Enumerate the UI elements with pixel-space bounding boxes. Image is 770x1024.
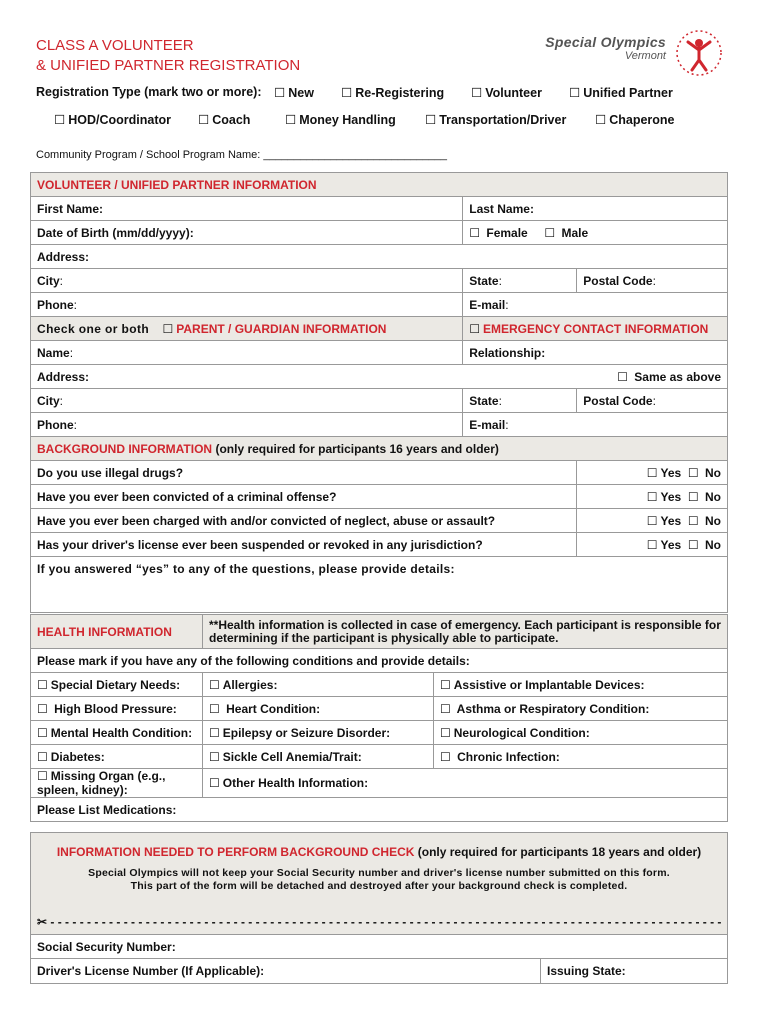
license-row bbox=[31, 959, 727, 983]
yes-label: Yes bbox=[660, 537, 682, 552]
contact-email-field[interactable]: E-mail: bbox=[463, 413, 728, 437]
license-divider bbox=[540, 959, 541, 983]
checkbox-unified-partner[interactable] bbox=[569, 85, 673, 100]
no-label: No bbox=[705, 489, 721, 504]
checkbox-icon[interactable]: ☐ bbox=[209, 701, 220, 716]
checkbox-icon[interactable]: ☐ bbox=[440, 677, 451, 692]
checkbox-icon: ☐ bbox=[54, 113, 66, 127]
checkbox-volunteer[interactable] bbox=[471, 85, 542, 100]
option-label: Unified Partner bbox=[583, 86, 673, 100]
check-one-label: Check one or both bbox=[37, 321, 150, 336]
condition-label: Mental Health Condition: bbox=[50, 725, 193, 740]
registration-type-label: Registration Type (mark two or more): bbox=[36, 85, 262, 99]
checkbox-transportation-driver[interactable] bbox=[425, 112, 566, 127]
option-label: Volunteer bbox=[485, 86, 542, 100]
checkbox-icon[interactable]: ☐ bbox=[687, 489, 699, 504]
parent-guardian-option[interactable]: PARENT / GUARDIAN INFORMATION bbox=[176, 321, 387, 336]
condition-label: High Blood Pressure: bbox=[54, 701, 177, 716]
dob-field[interactable]: Date of Birth (mm/dd/yyyy): bbox=[31, 221, 463, 245]
condition-label: Diabetes: bbox=[50, 749, 105, 764]
checkbox-icon[interactable]: ☐ bbox=[162, 321, 174, 336]
contact-phone-label: Phone bbox=[37, 417, 74, 432]
gender-field[interactable] bbox=[463, 221, 728, 245]
checkbox-icon[interactable]: ☐ bbox=[469, 321, 481, 336]
contact-name-field[interactable]: Name: bbox=[31, 341, 463, 365]
background-check-header bbox=[31, 833, 727, 935]
checkbox-icon[interactable]: ☐ bbox=[37, 749, 48, 764]
contact-postal-field[interactable]: Postal Code: bbox=[577, 389, 728, 413]
checkbox-icon: ☐ bbox=[341, 86, 353, 100]
checkbox-icon[interactable]: ☐ bbox=[440, 749, 451, 764]
volunteer-info-table bbox=[30, 172, 728, 613]
male-label: Male bbox=[561, 225, 589, 240]
condition-field[interactable] bbox=[434, 745, 728, 769]
phone-label: Phone bbox=[37, 297, 74, 312]
ssn-field[interactable]: Social Security Number: bbox=[31, 935, 727, 959]
condition-field[interactable] bbox=[434, 721, 728, 745]
condition-field[interactable] bbox=[31, 721, 203, 745]
name-label: Name bbox=[37, 345, 70, 360]
checkbox-re-registering[interactable] bbox=[341, 85, 444, 100]
logo-sub: Vermont bbox=[624, 50, 666, 62]
condition-field[interactable] bbox=[31, 769, 203, 798]
condition-label: Neurological Condition: bbox=[453, 725, 590, 740]
option-label: Re-Registering bbox=[355, 86, 445, 100]
checkbox-icon[interactable]: ☐ bbox=[37, 769, 48, 783]
condition-field[interactable] bbox=[203, 769, 728, 798]
medications-field[interactable]: Please List Medications: bbox=[31, 798, 728, 822]
condition-field[interactable] bbox=[203, 673, 434, 697]
no-label: No bbox=[705, 465, 721, 480]
checkbox-money-handling[interactable] bbox=[285, 112, 396, 127]
checkbox-coach[interactable] bbox=[198, 112, 250, 127]
relationship-field[interactable]: Relationship: bbox=[463, 341, 728, 365]
bgcheck-line-2: This part of the form will be detached and destroyed after your background check is completed. bbox=[130, 880, 628, 892]
contact-phone-field[interactable]: Phone: bbox=[31, 413, 463, 437]
condition-label: Special Dietary Needs: bbox=[50, 677, 181, 692]
checkbox-icon: ☐ bbox=[425, 113, 437, 127]
contact-state-field[interactable]: State: bbox=[463, 389, 577, 413]
contact-address-field[interactable] bbox=[31, 365, 728, 389]
bgcheck-line-1: Special Olympics will not keep your Social Security number and driver's license number submitted on this form. bbox=[88, 867, 670, 879]
checkbox-icon[interactable]: ☐ bbox=[646, 513, 658, 528]
city-label: City bbox=[37, 273, 60, 288]
city-field[interactable]: City: bbox=[31, 269, 463, 293]
checkbox-icon[interactable]: ☐ bbox=[209, 677, 220, 692]
section-heading-health: HEALTH INFORMATION bbox=[31, 615, 203, 649]
condition-label: Heart Condition: bbox=[226, 701, 321, 716]
condition-field[interactable] bbox=[203, 697, 434, 721]
checkbox-icon[interactable]: ☐ bbox=[544, 225, 556, 240]
condition-label: Sickle Cell Anemia/Trait: bbox=[222, 749, 362, 764]
phone-field[interactable]: Phone: bbox=[31, 293, 463, 317]
question-row: Do you use illegal drugs? bbox=[31, 461, 577, 485]
yes-no-options[interactable] bbox=[577, 533, 728, 557]
address-field[interactable]: Address: bbox=[31, 245, 728, 269]
state-field[interactable]: State: bbox=[463, 269, 577, 293]
background-heading-note: (only required for participants 16 years and older) bbox=[215, 441, 499, 456]
same-as-above-option[interactable] bbox=[617, 370, 721, 384]
question-row: Has your driver's license ever been suspended or revoked in any jurisdiction? bbox=[31, 533, 577, 557]
option-label: New bbox=[288, 86, 314, 100]
option-label: Coach bbox=[212, 113, 251, 127]
background-check-section bbox=[30, 832, 728, 984]
last-name-field[interactable]: Last Name: bbox=[463, 197, 728, 221]
checkbox-icon: ☐ bbox=[595, 113, 607, 127]
logo-main: Special Olympics bbox=[545, 34, 666, 50]
checkbox-icon: ☐ bbox=[471, 86, 483, 100]
condition-field[interactable] bbox=[434, 697, 728, 721]
option-label: Transportation/Driver bbox=[439, 113, 567, 127]
option-label: Money Handling bbox=[299, 113, 396, 127]
scissors-icon: ✂ bbox=[37, 915, 48, 929]
contact-email-label: E-mail bbox=[469, 417, 506, 432]
condition-field[interactable] bbox=[203, 721, 434, 745]
section-heading-volunteer: VOLUNTEER / UNIFIED PARTNER INFORMATION bbox=[31, 173, 728, 197]
issuing-state-field[interactable]: Issuing State: bbox=[547, 964, 626, 978]
condition-label: Asthma or Respiratory Condition: bbox=[456, 701, 650, 716]
checkbox-icon[interactable]: ☐ bbox=[646, 537, 658, 552]
community-program-field[interactable]: Community Program / School Program Name: ______________________________ bbox=[36, 149, 447, 161]
condition-label: Assistive or Implantable Devices: bbox=[453, 677, 645, 692]
state-label: State bbox=[469, 273, 499, 288]
section-heading-background bbox=[31, 437, 728, 461]
checkbox-icon[interactable]: ☐ bbox=[687, 465, 699, 480]
no-label: No bbox=[705, 537, 721, 552]
checkbox-icon: ☐ bbox=[274, 86, 286, 100]
contact-city-field[interactable]: City: bbox=[31, 389, 463, 413]
contact-address-label: Address: bbox=[37, 369, 90, 384]
health-note bbox=[203, 615, 728, 649]
checkbox-icon[interactable]: ☐ bbox=[440, 701, 451, 716]
title-line-1: CLASS A VOLUNTEER bbox=[36, 37, 194, 54]
special-olympics-logo-icon bbox=[672, 26, 726, 80]
cut-line: ✂ - - - - - - - - - - - - - - - - - - - - - - - - - - - - - - - - - - - - - - - - - - - - - - - - - - - - - - - - - - - - - - - - - - - - - - - - - - - - - - - - - - - - - - - - - - - - bbox=[37, 915, 721, 929]
yes-no-options[interactable] bbox=[577, 485, 728, 509]
checkbox-icon[interactable]: ☐ bbox=[209, 725, 220, 740]
checkbox-icon[interactable]: ☐ bbox=[37, 701, 48, 716]
female-label: Female bbox=[486, 225, 528, 240]
health-note-line-1: **Health information is collected in case of emergency. Each participant is responsible for bbox=[209, 617, 721, 632]
same-as-above-label: Same as above bbox=[634, 369, 721, 384]
condition-field[interactable] bbox=[31, 697, 203, 721]
condition-label: Epilepsy or Seizure Disorder: bbox=[222, 725, 391, 740]
condition-label: Missing Organ (e.g., spleen, kidney): bbox=[37, 769, 166, 797]
postal-code-field[interactable]: Postal Code: bbox=[577, 269, 728, 293]
condition-label: Other Health Information: bbox=[222, 776, 369, 790]
contact-city-label: City bbox=[37, 393, 60, 408]
background-heading-label: BACKGROUND INFORMATION bbox=[37, 441, 213, 456]
checkbox-chaperone[interactable] bbox=[595, 112, 675, 127]
checkbox-icon[interactable]: ☐ bbox=[469, 225, 481, 240]
checkbox-icon[interactable]: ☐ bbox=[37, 677, 48, 692]
email-field[interactable]: E-mail: bbox=[463, 293, 728, 317]
question-row: Have you ever been charged with and/or convicted of neglect, abuse or assault? bbox=[31, 509, 577, 533]
checkbox-icon: ☐ bbox=[198, 113, 210, 127]
checkbox-icon[interactable]: ☐ bbox=[687, 537, 699, 552]
condition-field[interactable] bbox=[31, 673, 203, 697]
logo-text bbox=[545, 34, 666, 62]
question-row: Have you ever been convicted of a criminal offense? bbox=[31, 485, 577, 509]
checkbox-icon[interactable]: ☐ bbox=[617, 369, 628, 384]
contact-state-label: State bbox=[469, 393, 499, 408]
yes-label: Yes bbox=[660, 465, 682, 480]
yes-label: Yes bbox=[660, 489, 682, 504]
condition-field[interactable] bbox=[434, 673, 728, 697]
checkbox-icon[interactable]: ☐ bbox=[687, 513, 699, 528]
details-textarea[interactable]: If you answered “yes” to any of the questions, please provide details: bbox=[31, 557, 728, 613]
checkbox-icon[interactable]: ☐ bbox=[209, 776, 220, 790]
no-label: No bbox=[705, 513, 721, 528]
emergency-contact-cell bbox=[463, 317, 728, 341]
condition-label: Allergies: bbox=[222, 677, 278, 692]
checkbox-new[interactable] bbox=[274, 85, 314, 100]
checkbox-icon: ☐ bbox=[569, 86, 581, 100]
emergency-contact-option[interactable]: EMERGENCY CONTACT INFORMATION bbox=[483, 321, 709, 336]
contact-postal-label: Postal Code bbox=[583, 393, 653, 408]
health-instruction: Please mark if you have any of the following conditions and provide details: bbox=[31, 649, 728, 673]
email-label: E-mail bbox=[469, 297, 506, 312]
checkbox-icon[interactable]: ☐ bbox=[37, 725, 48, 740]
contact-type-row bbox=[31, 317, 463, 341]
condition-label: Chronic Infection: bbox=[457, 749, 560, 764]
yes-no-options[interactable] bbox=[577, 509, 728, 533]
checkbox-icon[interactable]: ☐ bbox=[646, 465, 658, 480]
health-info-table bbox=[30, 614, 728, 822]
yes-label: Yes bbox=[660, 513, 682, 528]
checkbox-icon: ☐ bbox=[285, 113, 297, 127]
background-check-heading bbox=[31, 845, 727, 859]
first-name-field[interactable]: First Name: bbox=[31, 197, 463, 221]
bgcheck-heading-label: INFORMATION NEEDED TO PERFORM BACKGROUND CHECK bbox=[56, 845, 415, 859]
postal-label: Postal Code bbox=[583, 273, 653, 288]
checkbox-icon[interactable]: ☐ bbox=[646, 489, 658, 504]
condition-field[interactable] bbox=[203, 745, 434, 769]
bgcheck-heading-note: (only required for participants 18 years and older) bbox=[417, 845, 702, 859]
option-label: Chaperone bbox=[609, 113, 675, 127]
title-line-2: & UNIFIED PARTNER REGISTRATION bbox=[36, 57, 301, 74]
yes-no-options[interactable] bbox=[577, 461, 728, 485]
checkbox-icon[interactable]: ☐ bbox=[209, 749, 220, 764]
health-note-line-2: determining if the participant is physically able to participate. bbox=[209, 630, 559, 645]
form-title bbox=[36, 36, 300, 76]
checkbox-icon[interactable]: ☐ bbox=[440, 725, 451, 740]
license-number-field[interactable]: Driver's License Number (If Applicable): bbox=[37, 964, 265, 978]
option-label: HOD/Coordinator bbox=[68, 113, 171, 127]
condition-field[interactable] bbox=[31, 745, 203, 769]
checkbox-hod-coordinator[interactable] bbox=[54, 112, 171, 127]
